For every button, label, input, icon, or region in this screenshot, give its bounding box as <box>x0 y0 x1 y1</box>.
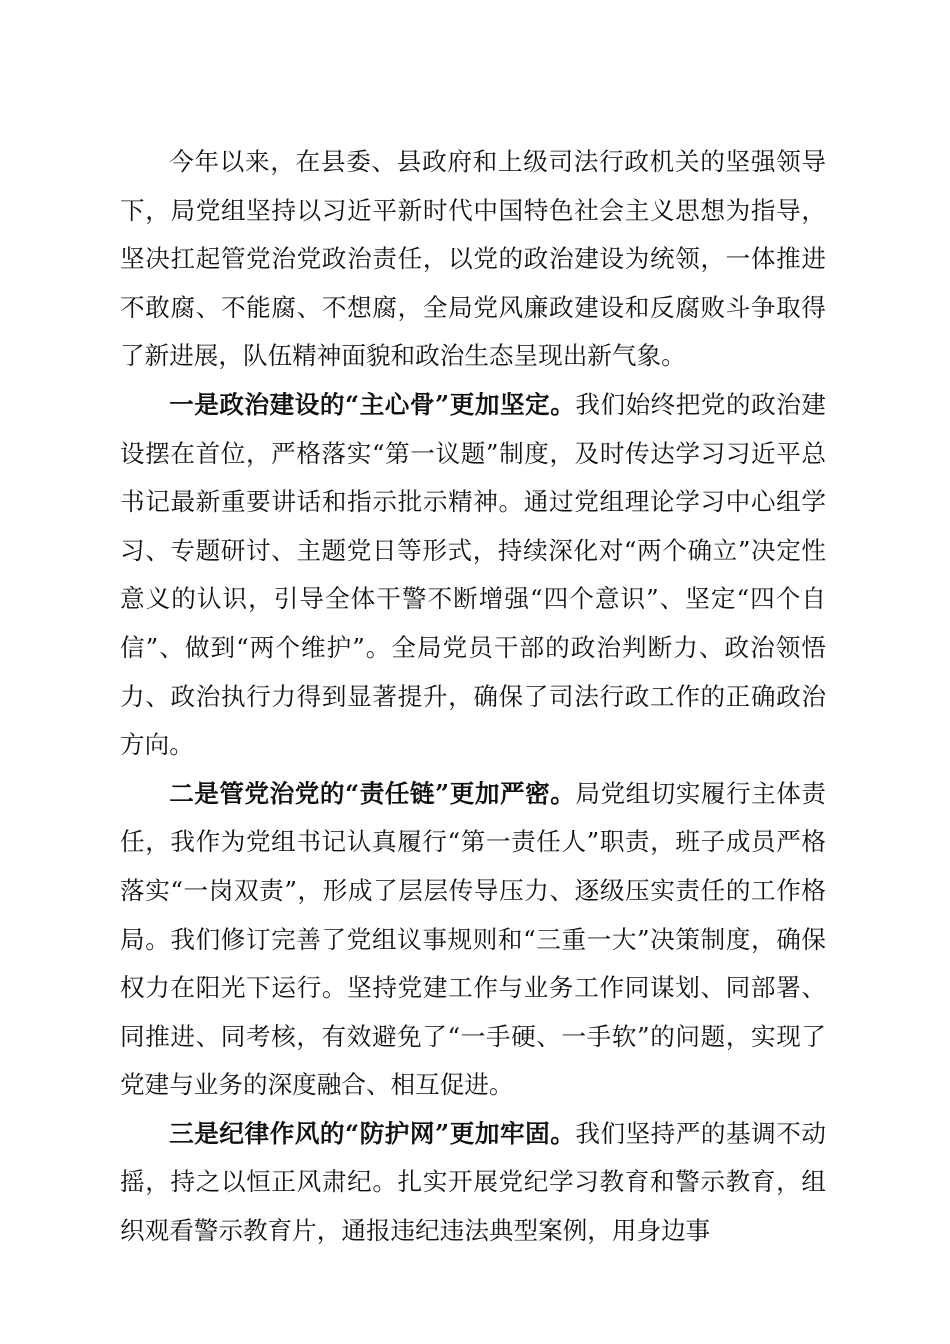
paragraph-text: 我们坚持严的基调不动摇，持之以恒正风肃纪。扎实开展党纪学习教育和警示教育，组织观看警示教育片，通报违纪违法典型案例，用身边事 <box>120 1118 826 1246</box>
paragraph-lead: 二是管党治党的“责任链”更加严密。 <box>169 778 576 808</box>
paragraph-political-building <box>120 381 826 770</box>
paragraph-lead: 一是政治建设的“主心骨”更加坚定。 <box>169 389 576 419</box>
paragraph-text: 局党组切实履行主体责任，我作为党组书记认真履行“第一责任人”职责，班子成员严格落实“一岗双责”，形成了层层传导压力、逐级压实责任的工作格局。我们修订完善了党组议事规则和“三重一大”决策制度，确保权力在阳光下运行。坚持党建工作与业务工作同谋划、同部署、同推进、同考核，有效避免了“一手硬、一手软”的问题，实现了党建与业务的深度融合、相互促进。 <box>120 778 826 1100</box>
paragraph-text: 我们始终把党的政治建设摆在首位，严格落实“第一议题”制度，及时传达学习习近平总书记最新重要讲话和指示批示精神。通过党组理论学习中心组学习、专题研讨、主题党日等形式，持续深化对“两个确立”决定性意义的认识，引导全体干警不断增强“四个意识”、坚定“四个自信”、做到“两个维护”。全局党员干部的政治判断力、政治领悟力、政治执行力得到显著提升，确保了司法行政工作的正确政治方向。 <box>120 389 826 760</box>
paragraph-responsibility-chain <box>120 770 826 1110</box>
paragraph-text: 今年以来，在县委、县政府和上级司法行政机关的坚强领导下，局党组坚持以习近平新时代中国特色社会主义思想为指导，坚决扛起管党治党政治责任，以党的政治建设为统领，一体推进不敢腐、不能腐、不想腐，全局党风廉政建设和反腐败斗争取得了新进展，队伍精神面貌和政治生态呈现出新气象。 <box>120 147 826 371</box>
paragraph-discipline-net <box>120 1110 826 1256</box>
document-body <box>120 138 826 1256</box>
paragraph-lead: 三是纪律作风的“防护网”更加牢固。 <box>169 1118 576 1148</box>
paragraph-intro <box>120 138 826 381</box>
